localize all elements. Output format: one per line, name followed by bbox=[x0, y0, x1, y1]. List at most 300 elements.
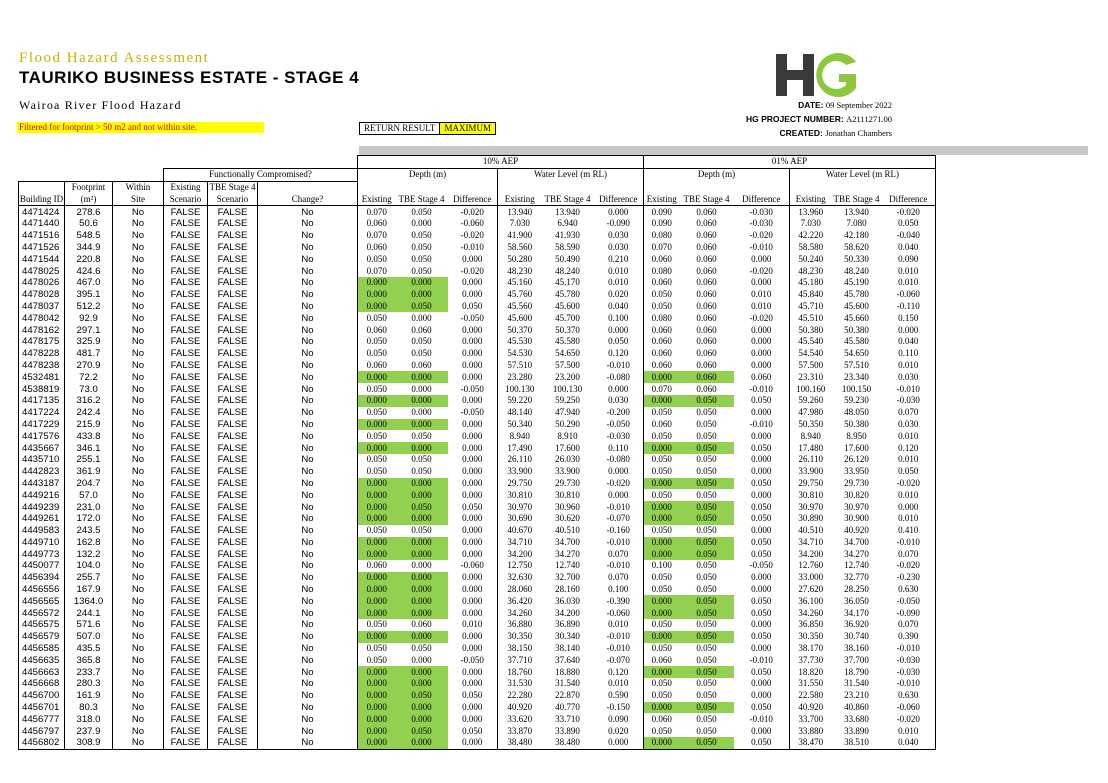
table-cell: 361.9 bbox=[65, 466, 113, 478]
table-cell: No bbox=[258, 265, 358, 277]
table-cell: 0.000 bbox=[462, 548, 483, 559]
table-cell: 0.050 bbox=[734, 737, 790, 749]
table-cell: No bbox=[258, 654, 358, 666]
table-cell: 0.020 bbox=[608, 725, 629, 736]
table-cell: 0.060 bbox=[411, 324, 432, 335]
table-cell: 162.8 bbox=[65, 537, 113, 549]
table-cell: 0.060 bbox=[644, 419, 680, 431]
table-row bbox=[19, 690, 936, 702]
table-cell: FALSE bbox=[164, 489, 208, 501]
table-cell: 73.0 bbox=[65, 383, 113, 395]
table-cell: 0.010 bbox=[882, 277, 936, 289]
table-cell: 31.540 bbox=[844, 678, 869, 689]
table-cell: 167.9 bbox=[65, 584, 113, 596]
table-cell: 0.000 bbox=[462, 572, 483, 583]
table-cell: -0.010 bbox=[749, 241, 773, 252]
table-cell: 0.050 bbox=[462, 300, 483, 311]
table-cell: 23.200 bbox=[555, 371, 580, 382]
table-cell: -0.010 bbox=[749, 418, 773, 429]
table-cell: 0.050 bbox=[644, 619, 680, 631]
table-cell: 72.2 bbox=[65, 371, 113, 383]
table-row bbox=[19, 737, 936, 749]
table-cell: No bbox=[258, 489, 358, 501]
table-cell: No bbox=[258, 289, 358, 301]
table-cell: 4456585 bbox=[19, 643, 65, 655]
table-cell: 33.900 bbox=[498, 466, 542, 478]
table-cell: FALSE bbox=[164, 560, 208, 572]
table-cell: 30.690 bbox=[498, 513, 542, 525]
table-cell: No bbox=[258, 301, 358, 313]
table-cell: 0.050 bbox=[396, 725, 448, 737]
table-cell: 0.000 bbox=[462, 713, 483, 724]
table-cell: 4471526 bbox=[19, 242, 65, 254]
table-cell: 0.000 bbox=[396, 666, 448, 678]
table-cell: -0.020 bbox=[749, 230, 773, 241]
table-cell: 13.960 bbox=[790, 206, 832, 218]
table-row bbox=[19, 713, 936, 725]
table-cell: 34.260 bbox=[790, 607, 832, 619]
date-value: 09 September 2022 bbox=[825, 100, 892, 110]
table-row bbox=[19, 501, 936, 513]
table-cell: -0.030 bbox=[882, 666, 936, 678]
table-cell: 0.000 bbox=[462, 536, 483, 547]
table-cell: 0.000 bbox=[358, 277, 396, 289]
table-cell: 12.740 bbox=[555, 560, 580, 571]
table-cell: 0.050 bbox=[396, 301, 448, 313]
table-cell: 0.000 bbox=[396, 713, 448, 725]
table-cell: 4456701 bbox=[19, 702, 65, 714]
table-cell: FALSE bbox=[208, 395, 258, 407]
table-cell: 0.050 bbox=[680, 395, 734, 407]
table-cell: 0.050 bbox=[751, 666, 772, 677]
table-cell: 0.050 bbox=[751, 702, 772, 713]
table-cell: 0.050 bbox=[882, 218, 936, 230]
table-cell: FALSE bbox=[164, 501, 208, 513]
table-cell: 30.820 bbox=[844, 489, 869, 500]
table-cell: FALSE bbox=[208, 678, 258, 690]
table-cell: 0.030 bbox=[882, 371, 936, 383]
table-cell: 0.000 bbox=[358, 666, 396, 678]
table-cell: -0.020 bbox=[882, 206, 936, 218]
aep10-wl-header: Water Level (m RL) bbox=[498, 168, 644, 181]
report-meta bbox=[746, 98, 892, 140]
table-cell: No bbox=[113, 383, 164, 395]
table-cell: FALSE bbox=[164, 466, 208, 478]
table-cell: No bbox=[113, 371, 164, 383]
table-cell: 0.000 bbox=[358, 713, 396, 725]
table-cell: FALSE bbox=[208, 537, 258, 549]
table-cell: 0.000 bbox=[462, 466, 483, 477]
table-cell: 0.000 bbox=[751, 454, 772, 465]
table-cell: FALSE bbox=[208, 265, 258, 277]
table-cell: 0.000 bbox=[644, 537, 680, 549]
table-cell: 0.050 bbox=[696, 418, 717, 429]
table-cell: 0.000 bbox=[396, 419, 448, 431]
table-cell: No bbox=[113, 619, 164, 631]
table-cell: 0.150 bbox=[882, 312, 936, 324]
table-cell: -0.010 bbox=[882, 678, 936, 690]
table-cell: 244.1 bbox=[65, 607, 113, 619]
table-cell: No bbox=[258, 666, 358, 678]
table-cell: No bbox=[113, 301, 164, 313]
aep10-depth-header: Depth (m) bbox=[358, 168, 498, 181]
table-cell: No bbox=[258, 548, 358, 560]
table-cell: -0.030 bbox=[606, 430, 630, 441]
table-cell: 12.740 bbox=[844, 560, 869, 571]
existing-scenario-header: Scenario bbox=[164, 193, 208, 205]
table-cell: 4456663 bbox=[19, 666, 65, 678]
table-cell: 45.180 bbox=[790, 277, 832, 289]
table-cell: 0.000 bbox=[358, 584, 396, 596]
table-cell: 8.940 bbox=[790, 430, 832, 442]
table-cell: 34.710 bbox=[498, 537, 542, 549]
table-cell: 0.000 bbox=[751, 489, 772, 500]
table-cell: 0.050 bbox=[644, 572, 680, 584]
table-cell: 0.040 bbox=[882, 336, 936, 348]
table-cell: 36.030 bbox=[555, 595, 580, 606]
table-cell: 40.670 bbox=[498, 525, 542, 537]
header-band bbox=[359, 146, 1088, 155]
table-cell: No bbox=[258, 218, 358, 230]
table-cell: 45.530 bbox=[498, 336, 542, 348]
table-cell: 22.280 bbox=[498, 690, 542, 702]
table-cell: 0.000 bbox=[882, 501, 936, 513]
return-result-box bbox=[359, 122, 496, 135]
table-cell: 0.000 bbox=[462, 289, 483, 300]
table-cell: 0.000 bbox=[462, 324, 483, 335]
table-cell: 344.9 bbox=[65, 242, 113, 254]
table-cell: No bbox=[113, 584, 164, 596]
tbe-scenario-header: Scenario bbox=[208, 193, 258, 205]
table-cell: 1364.0 bbox=[65, 595, 113, 607]
table-cell: No bbox=[258, 253, 358, 265]
table-cell: 0.050 bbox=[882, 466, 936, 478]
table-cell: -0.090 bbox=[606, 218, 630, 229]
table-cell: 100.130 bbox=[552, 383, 583, 394]
table-cell: 0.050 bbox=[751, 595, 772, 606]
date-label: DATE: bbox=[798, 100, 824, 110]
table-cell: 0.050 bbox=[608, 336, 629, 347]
table-cell: No bbox=[113, 289, 164, 301]
table-cell: 0.050 bbox=[696, 407, 717, 418]
table-cell: FALSE bbox=[164, 218, 208, 230]
table-cell: -0.010 bbox=[606, 643, 630, 654]
table-cell: FALSE bbox=[164, 643, 208, 655]
table-cell: No bbox=[113, 419, 164, 431]
table-cell: No bbox=[258, 206, 358, 218]
table-cell: FALSE bbox=[208, 525, 258, 537]
table-cell: 0.090 bbox=[644, 218, 680, 230]
table-cell: 34.710 bbox=[790, 537, 832, 549]
table-cell: No bbox=[258, 595, 358, 607]
table-cell: 0.000 bbox=[751, 619, 772, 630]
table-cell: 0.010 bbox=[462, 619, 483, 630]
table-cell: 0.050 bbox=[411, 265, 432, 276]
table-cell: 0.050 bbox=[366, 643, 387, 654]
change-header: Change? bbox=[258, 193, 358, 205]
table-cell: FALSE bbox=[164, 253, 208, 265]
table-cell: 0.000 bbox=[462, 371, 483, 382]
table-cell: 8.950 bbox=[846, 430, 867, 441]
table-cell: 0.000 bbox=[644, 607, 680, 619]
table-row bbox=[19, 253, 936, 265]
table-cell: 18.880 bbox=[555, 666, 580, 677]
table-cell: 0.010 bbox=[608, 678, 629, 689]
table-cell: FALSE bbox=[164, 737, 208, 749]
table-cell: 30.350 bbox=[790, 631, 832, 643]
table-cell: 4456797 bbox=[19, 725, 65, 737]
table-cell: 58.560 bbox=[498, 242, 542, 254]
table-cell: 59.250 bbox=[555, 395, 580, 406]
table-cell: -0.050 bbox=[749, 560, 773, 571]
table-cell: FALSE bbox=[208, 442, 258, 454]
table-cell: 50.6 bbox=[65, 218, 113, 230]
table-row bbox=[19, 725, 936, 737]
table-cell: 255.1 bbox=[65, 454, 113, 466]
table-cell: No bbox=[258, 702, 358, 714]
table-cell: No bbox=[113, 501, 164, 513]
table-cell: 0.630 bbox=[882, 690, 936, 702]
table-cell: 34.270 bbox=[555, 548, 580, 559]
table-cell: FALSE bbox=[208, 430, 258, 442]
table-cell: 0.050 bbox=[411, 525, 432, 536]
table-cell: 0.050 bbox=[411, 336, 432, 347]
table-cell: 34.270 bbox=[844, 548, 869, 559]
table-cell: 4435667 bbox=[19, 442, 65, 454]
table-cell: 0.010 bbox=[882, 265, 936, 277]
table-body bbox=[19, 206, 936, 750]
table-cell: 0.120 bbox=[608, 666, 629, 677]
table-cell: 27.620 bbox=[790, 584, 832, 596]
table-cell: 0.010 bbox=[608, 277, 629, 288]
table-cell: No bbox=[113, 253, 164, 265]
table-cell: 4456572 bbox=[19, 607, 65, 619]
table-cell: FALSE bbox=[208, 312, 258, 324]
report-subtitle: Wairoa River Flood Hazard bbox=[19, 98, 182, 112]
tbe-header: TBE Stage 4 bbox=[209, 181, 256, 192]
table-cell: 4417135 bbox=[19, 395, 65, 407]
table-cell: -0.010 bbox=[606, 536, 630, 547]
table-row bbox=[19, 360, 936, 372]
table-cell: 0.070 bbox=[608, 572, 629, 583]
table-cell: -0.150 bbox=[606, 702, 630, 713]
table-cell: 0.060 bbox=[696, 359, 717, 370]
table-cell: 23.340 bbox=[844, 371, 869, 382]
table-cell: 0.050 bbox=[680, 537, 734, 549]
table-cell: FALSE bbox=[208, 419, 258, 431]
table-cell: 0.000 bbox=[396, 537, 448, 549]
table-cell: 30.350 bbox=[498, 631, 542, 643]
table-cell: 38.510 bbox=[832, 737, 882, 749]
table-cell: 0.000 bbox=[751, 253, 772, 264]
table-cell: -0.010 bbox=[882, 643, 936, 655]
table-cell: 0.010 bbox=[882, 454, 936, 466]
table-cell: 0.000 bbox=[462, 595, 483, 606]
table-cell: 0.000 bbox=[608, 206, 629, 217]
col-existing-wl01: Existing bbox=[790, 193, 832, 205]
table-cell: 0.000 bbox=[358, 513, 396, 525]
table-cell: 278.6 bbox=[65, 206, 113, 218]
table-cell: 0.000 bbox=[448, 737, 498, 749]
table-cell: 0.080 bbox=[644, 230, 680, 242]
table-cell: 0.000 bbox=[644, 501, 680, 513]
table-cell: 0.000 bbox=[608, 466, 629, 477]
table-cell: 0.050 bbox=[366, 619, 387, 630]
table-cell: FALSE bbox=[164, 654, 208, 666]
table-cell: 0.070 bbox=[366, 206, 387, 217]
table-cell: 0.010 bbox=[882, 489, 936, 501]
table-row bbox=[19, 265, 936, 277]
table-cell: FALSE bbox=[164, 242, 208, 254]
aep01-depth-header: Depth (m) bbox=[644, 168, 790, 181]
table-cell: 395.1 bbox=[65, 289, 113, 301]
table-cell: 29.750 bbox=[498, 478, 542, 490]
table-cell: 0.050 bbox=[644, 690, 680, 702]
table-cell: 0.000 bbox=[396, 371, 448, 383]
report-title: TAURIKO BUSINESS ESTATE - STAGE 4 bbox=[19, 68, 360, 87]
table-cell: 231.0 bbox=[65, 501, 113, 513]
table-cell: FALSE bbox=[208, 360, 258, 372]
table-cell: 0.070 bbox=[644, 383, 680, 395]
table-cell: 0.030 bbox=[608, 230, 629, 241]
col-existing-wl10: Existing bbox=[498, 193, 542, 205]
table-cell: FALSE bbox=[208, 230, 258, 242]
table-cell: 0.050 bbox=[696, 454, 717, 465]
table-cell: 4435710 bbox=[19, 454, 65, 466]
table-cell: 0.050 bbox=[696, 584, 717, 595]
table-cell: 0.000 bbox=[358, 607, 396, 619]
table-cell: 34.200 bbox=[790, 548, 832, 560]
table-cell: 33.950 bbox=[844, 466, 869, 477]
table-cell: 4478228 bbox=[19, 348, 65, 360]
table-cell: 0.000 bbox=[462, 631, 483, 642]
table-cell: 0.000 bbox=[358, 631, 396, 643]
table-cell: 0.050 bbox=[751, 442, 772, 453]
table-cell: 59.260 bbox=[790, 395, 832, 407]
table-cell: 36.420 bbox=[498, 595, 542, 607]
table-cell: No bbox=[258, 690, 358, 702]
table-cell: -0.010 bbox=[606, 560, 630, 571]
table-cell: 59.220 bbox=[498, 395, 542, 407]
table-cell: 0.060 bbox=[644, 360, 680, 372]
table-cell: 0.000 bbox=[462, 513, 483, 524]
table-cell: 6.940 bbox=[557, 218, 578, 229]
table-cell: 0.000 bbox=[462, 702, 483, 713]
table-cell: No bbox=[113, 737, 164, 749]
table-cell: No bbox=[113, 360, 164, 372]
table-cell: 17.490 bbox=[498, 442, 542, 454]
table-cell: FALSE bbox=[164, 631, 208, 643]
table-cell: 0.050 bbox=[644, 289, 680, 301]
table-cell: No bbox=[258, 407, 358, 419]
table-cell: 45.510 bbox=[790, 312, 832, 324]
table-cell: 17.480 bbox=[790, 442, 832, 454]
table-cell: 36.880 bbox=[498, 619, 542, 631]
project-label: HG PROJECT NUMBER: bbox=[745, 114, 844, 124]
table-cell: 0.000 bbox=[462, 666, 483, 677]
table-cell: -0.020 bbox=[882, 560, 936, 572]
table-cell: 0.060 bbox=[696, 265, 717, 276]
table-cell: 0.050 bbox=[751, 513, 772, 524]
table-cell: No bbox=[258, 395, 358, 407]
table-cell: -0.010 bbox=[749, 713, 773, 724]
table-cell: 0.000 bbox=[358, 678, 396, 690]
table-cell: -0.050 bbox=[460, 654, 484, 665]
table-cell: 0.060 bbox=[696, 312, 717, 323]
table-row bbox=[19, 277, 936, 289]
table-cell: 45.190 bbox=[844, 277, 869, 288]
table-cell: No bbox=[258, 501, 358, 513]
table-cell: FALSE bbox=[164, 206, 208, 218]
table-cell: 100.160 bbox=[790, 383, 832, 395]
table-cell: 48.050 bbox=[844, 407, 869, 418]
table-cell: -0.030 bbox=[749, 206, 773, 217]
table-cell: 23.310 bbox=[790, 371, 832, 383]
table-cell: FALSE bbox=[164, 348, 208, 360]
table-cell: 0.000 bbox=[751, 584, 772, 595]
table-cell: 0.000 bbox=[751, 643, 772, 654]
table-cell: No bbox=[258, 348, 358, 360]
table-cell: 0.000 bbox=[751, 466, 772, 477]
table-cell: -0.070 bbox=[606, 654, 630, 665]
site-header: Site bbox=[113, 193, 164, 205]
table-row bbox=[19, 619, 936, 631]
table-cell: 32.770 bbox=[844, 572, 869, 583]
table-cell: 31.530 bbox=[498, 678, 542, 690]
table-cell: 0.060 bbox=[644, 324, 680, 336]
table-cell: 0.050 bbox=[366, 383, 387, 394]
table-cell: No bbox=[258, 513, 358, 525]
table-cell: No bbox=[258, 324, 358, 336]
table-cell: 0.000 bbox=[396, 548, 448, 560]
table-cell: 30.960 bbox=[555, 501, 580, 512]
table-row bbox=[19, 525, 936, 537]
table-cell: 50.330 bbox=[844, 253, 869, 264]
table-cell: 4478026 bbox=[19, 277, 65, 289]
table-cell: 0.100 bbox=[608, 312, 629, 323]
table-cell: 0.050 bbox=[644, 301, 680, 313]
table-cell: FALSE bbox=[164, 383, 208, 395]
table-row bbox=[19, 572, 936, 584]
table-cell: 50.280 bbox=[498, 253, 542, 265]
table-row bbox=[19, 513, 936, 525]
table-cell: 13.940 bbox=[498, 206, 542, 218]
table-cell: 0.000 bbox=[358, 289, 396, 301]
table-cell: 38.150 bbox=[498, 643, 542, 655]
table-cell: FALSE bbox=[208, 725, 258, 737]
table-cell: 50.370 bbox=[498, 324, 542, 336]
table-cell: 33.880 bbox=[790, 725, 832, 737]
table-cell: 45.580 bbox=[555, 336, 580, 347]
table-cell: 0.010 bbox=[751, 289, 772, 300]
table-cell: 4538819 bbox=[19, 383, 65, 395]
table-cell: 0.010 bbox=[882, 513, 936, 525]
table-cell: 435.5 bbox=[65, 643, 113, 655]
table-cell: 8.940 bbox=[498, 430, 542, 442]
table-cell: 0.000 bbox=[644, 442, 680, 454]
table-cell: No bbox=[258, 466, 358, 478]
table-cell: 0.050 bbox=[366, 336, 387, 347]
table-cell: 0.030 bbox=[608, 241, 629, 252]
table-cell: 48.240 bbox=[844, 265, 869, 276]
table-cell: 0.630 bbox=[882, 584, 936, 596]
table-row bbox=[19, 595, 936, 607]
table-cell: 4456668 bbox=[19, 678, 65, 690]
table-cell: 233.7 bbox=[65, 666, 113, 678]
table-cell: 0.110 bbox=[608, 442, 629, 453]
table-row bbox=[19, 348, 936, 360]
table-cell: FALSE bbox=[164, 513, 208, 525]
